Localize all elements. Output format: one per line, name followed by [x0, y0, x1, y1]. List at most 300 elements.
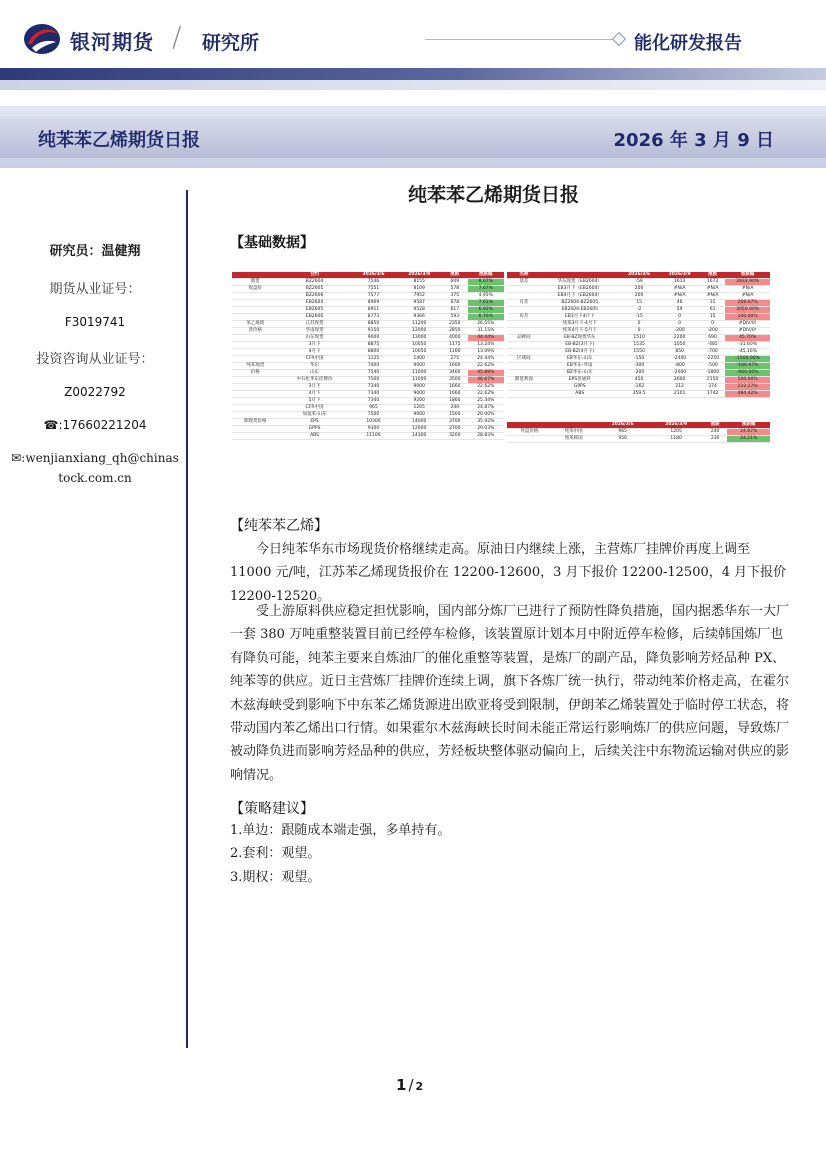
table-cell: 8.07% [468, 279, 504, 286]
table-cell: EB2604 [279, 300, 351, 307]
table-cell [507, 307, 541, 314]
table-cell: 8850 [351, 321, 397, 328]
table-cell [232, 384, 279, 391]
table-cell: 200 [619, 286, 660, 293]
table-row [232, 426, 504, 433]
page-header [0, 0, 826, 90]
table-cell: -45.16% [725, 349, 770, 356]
table-cell: 375 [442, 293, 468, 300]
table-cell: -166.67% [725, 363, 770, 370]
table-cell: 7500 [351, 377, 397, 384]
table-cell: 8155 [396, 279, 442, 286]
table-cell: 45.89% [468, 370, 504, 377]
table-cell: 965 [596, 429, 650, 436]
table-cell: 纯苯4月下-5月下 [541, 328, 619, 335]
table-cell: 7.67% [468, 286, 504, 293]
table-cell: -2000 [659, 370, 700, 377]
table-row [232, 356, 504, 363]
table-cell: 24.21% [727, 436, 770, 443]
column-header: 涨跌 [442, 272, 468, 279]
table-cell: 15 [619, 300, 660, 307]
table-cell [232, 433, 279, 440]
table-cell: -485 [700, 342, 725, 349]
table-cell: -800 [659, 363, 700, 370]
table-cell: EB-BZ(3月下) [541, 342, 619, 349]
table-cell: 1500 [442, 412, 468, 419]
table-cell: 275 [442, 356, 468, 363]
table-cell: 2600 [659, 377, 700, 384]
table-cell: 3460 [442, 370, 468, 377]
table-cell: 8909 [351, 300, 397, 307]
table-cell: -2400 [659, 356, 700, 363]
table-cell: 纯苯韩国 [551, 436, 595, 443]
table-cell: 3050.00% [725, 307, 770, 314]
table-cell: 9300 [351, 426, 397, 433]
table-cell: 纯苯现货 [232, 363, 279, 370]
table-row [507, 286, 770, 293]
table-cell: 1550 [619, 349, 660, 356]
table-cell [507, 370, 541, 377]
table-row [507, 377, 770, 384]
table-cell: 8109 [396, 286, 442, 293]
table-cell: -200 [619, 370, 660, 377]
table-cell: 1672 [700, 279, 725, 286]
table-cell: 24.87% [468, 405, 504, 412]
table-cell: EB华东-华南 [541, 363, 619, 370]
table-cell: 华南现货 [279, 328, 351, 335]
table-cell: BZ2605 [279, 286, 351, 293]
table-row [507, 314, 770, 321]
table-cell: 2101 [659, 391, 700, 398]
table-cell [232, 349, 279, 356]
table-row [507, 300, 770, 307]
table-cell: EB华东-山东 [541, 356, 619, 363]
table-row [232, 314, 504, 321]
table-cell: EB-BZ(4月下) [541, 349, 619, 356]
advisor-license-id: Z0022792 [64, 385, 126, 399]
table-cell: EB2606 [279, 314, 351, 321]
table-cell: 1160 [442, 349, 468, 356]
column-header: 涨跌幅 [725, 272, 770, 279]
table-cell: 2850 [442, 328, 468, 335]
table-cell: 期货利润 [507, 377, 541, 384]
table-row [232, 279, 504, 286]
analyst-email[interactable] [10, 448, 180, 488]
table-cell: 46.67% [468, 377, 504, 384]
email-line-2: tock.com.cn [58, 471, 132, 485]
table-cell: 4000 [442, 335, 468, 342]
table-cell: 1600 [442, 363, 468, 370]
table-cell: 3200 [442, 433, 468, 440]
table-cell: 1180 [649, 436, 703, 443]
page-number [396, 1076, 423, 1094]
table-cell: CFR中国 [279, 356, 351, 363]
table-cell: 240 [442, 405, 468, 412]
table-cell [232, 391, 279, 398]
table-cell: 货价格 [232, 328, 279, 335]
table-cell: 14000 [396, 419, 442, 426]
table-cell: 华东 [279, 363, 351, 370]
table-cell: 1860 [442, 398, 468, 405]
table-cell: 850 [659, 349, 700, 356]
table-cell [232, 426, 279, 433]
table-cell: -500 [700, 363, 725, 370]
table-cell: 加氢苯-山东 [279, 412, 351, 419]
table-row [232, 300, 504, 307]
table-cell: EB3月下4月下 [541, 314, 619, 321]
external-price-table [507, 422, 770, 443]
table-row [507, 335, 770, 342]
table-cell: 11200 [396, 321, 442, 328]
strategy-item-options: 3.期权：观望。 [230, 869, 321, 885]
analyst-name: 研究员：温健翔 [49, 244, 141, 259]
table-row [507, 363, 770, 370]
table-cell: BZ2604-BZ2605 [541, 300, 619, 307]
main-title: 纯苯苯乙烯期货日报 [408, 184, 580, 206]
table-cell: 期货 [232, 279, 279, 286]
table-cell: 7.61% [468, 300, 504, 307]
benzene-heading: 【纯苯苯乙烯】 [230, 518, 328, 534]
table-cell: 22.62% [468, 384, 504, 391]
table-cell [232, 405, 279, 412]
table-cell: 7340 [351, 384, 397, 391]
table-cell: -900.00% [725, 370, 770, 377]
table-cell: EB3月下（EB2604） [541, 286, 619, 293]
table-cell [232, 293, 279, 300]
table-row [232, 293, 504, 300]
table-cell: 45.70% [725, 335, 770, 342]
column-header: 2026/3/9 [659, 272, 700, 279]
table-cell: 7551 [351, 286, 397, 293]
table-cell: 1660 [442, 391, 468, 398]
table-cell: -300 [619, 363, 660, 370]
strategy-list [230, 819, 450, 889]
table-cell: 0 [659, 314, 700, 321]
current-page: 1 [396, 1076, 407, 1094]
table-cell: CFR中国 [279, 405, 351, 412]
table-cell: 484.42% [725, 391, 770, 398]
table-cell: 1535 [619, 342, 660, 349]
table-cell: 22.62% [468, 363, 504, 370]
table-cell: 8773 [351, 314, 397, 321]
table-row [507, 328, 770, 335]
table-row [232, 321, 504, 328]
table-row [232, 377, 504, 384]
table-row [232, 363, 504, 370]
table-row [507, 429, 770, 436]
table-row [232, 419, 504, 426]
table-cell: 1175 [442, 342, 468, 349]
table-cell: 10050 [396, 342, 442, 349]
table-row [507, 384, 770, 391]
table-row [507, 391, 770, 398]
table-cell: #N/A [700, 293, 725, 300]
analyst-phone: ☎:17660221204 [43, 418, 147, 432]
table-cell: EB-BZ现货华东 [541, 335, 619, 342]
table-cell: 212 [659, 384, 700, 391]
table-cell [507, 342, 541, 349]
table-cell: 4.95% [468, 293, 504, 300]
table-cell: 35.92% [468, 419, 504, 426]
table-cell: 7952 [396, 293, 442, 300]
table-cell: -162 [619, 384, 660, 391]
column-header: 涨跌幅 [727, 422, 770, 429]
table-cell: 11000 [396, 370, 442, 377]
table-cell [507, 349, 541, 356]
table-cell: 收盘价 [232, 286, 279, 293]
table-cell: 374 [700, 384, 725, 391]
header-band-light [0, 80, 826, 90]
table-cell: 3月下 [279, 342, 351, 349]
table-cell: -2250 [700, 356, 725, 363]
table-row [507, 293, 770, 300]
futures-license-label: 期货从业证号： [49, 282, 141, 297]
table-cell: EPS [279, 419, 351, 426]
table-cell: 26.55% [468, 321, 504, 328]
header-band [0, 68, 826, 80]
table-cell: 9528 [396, 307, 442, 314]
column-header: 名称 [507, 272, 541, 279]
table-cell: 1660 [442, 384, 468, 391]
table-cell: 价格 [232, 370, 279, 377]
table-cell: 200 [619, 293, 660, 300]
table-cell: 15 [700, 314, 725, 321]
column-header: 涨跌幅 [468, 272, 504, 279]
table-cell [507, 328, 541, 335]
table-cell: -59 [619, 279, 660, 286]
table-cell: -2 [619, 307, 660, 314]
table-row [507, 279, 770, 286]
analyst-sidebar [10, 240, 180, 488]
table-cell: 山东现货 [279, 335, 351, 342]
table-cell [507, 384, 541, 391]
table-cell: GPPS [279, 426, 351, 433]
table-cell: 2833.90% [725, 279, 770, 286]
column-header: 2026/3/6 [619, 272, 660, 279]
table-cell: 13.24% [468, 342, 504, 349]
table-cell: 578 [442, 286, 468, 293]
table-cell: -700 [700, 349, 725, 356]
table-row [507, 321, 770, 328]
table-cell: -31.60% [725, 342, 770, 349]
table-cell: 25.34% [468, 398, 504, 405]
table-cell: 61 [700, 307, 725, 314]
table-cell: 2700 [442, 426, 468, 433]
table-cell: 3500 [442, 377, 468, 384]
table-cell: 24.87% [727, 429, 770, 436]
table-row [507, 342, 770, 349]
table-row [232, 349, 504, 356]
table-cell [232, 398, 279, 405]
table-cell: 4月下 [279, 391, 351, 398]
table-cell: 6.76% [468, 314, 504, 321]
table-row [232, 391, 504, 398]
table-row [232, 328, 504, 335]
table-cell: 2150 [700, 377, 725, 384]
table-cell [232, 377, 279, 384]
table-cell: 0 [659, 321, 700, 328]
table-row [507, 307, 770, 314]
department-name: 研究所 [202, 32, 260, 54]
header-divider: / [172, 20, 182, 53]
table-cell [232, 314, 279, 321]
table-cell: 9000 [351, 335, 397, 342]
report-title: 纯苯苯乙烯期货日报 [38, 130, 200, 151]
table-cell: 10300 [351, 419, 397, 426]
table-cell: -15 [619, 314, 660, 321]
table-cell: 3700 [442, 419, 468, 426]
table-cell: 10050 [396, 349, 442, 356]
report-date: 2026 年 3 月 9 日 [613, 130, 774, 151]
table-cell: 29.03% [468, 426, 504, 433]
table-row [232, 433, 504, 440]
table-row [232, 307, 504, 314]
table-cell: 617 [442, 307, 468, 314]
table-cell: 价差 [507, 314, 541, 321]
table-cell: EB2605 [279, 307, 351, 314]
table-cell: 苯乙烯现 [232, 321, 279, 328]
table-cell [507, 363, 541, 370]
table-row [507, 436, 770, 443]
table-cell: 20.00% [468, 412, 504, 419]
table-cell: 纯苯中国 [551, 429, 595, 436]
table-cell: -1500.00% [725, 356, 770, 363]
table-cell: 965 [351, 405, 397, 412]
table-cell: 609 [442, 279, 468, 286]
table-cell [507, 286, 541, 293]
column-header: 2026/3/9 [649, 422, 703, 429]
table-cell: 59 [659, 307, 700, 314]
table-cell: 山东 [279, 370, 351, 377]
table-cell: 外盘价格 [507, 429, 551, 436]
total-pages: 2 [415, 1080, 424, 1093]
table-cell: 450 [619, 377, 660, 384]
galaxy-logo-icon [22, 22, 62, 56]
table-cell: 9150 [351, 328, 397, 335]
table-cell: 期现货价格 [232, 419, 279, 426]
table-cell: -200 [700, 328, 725, 335]
table-cell: 7340 [351, 391, 397, 398]
table-cell: EB2604-EB2605 [541, 307, 619, 314]
table-cell [232, 307, 279, 314]
table-cell: 纯苯3月下-4月下 [541, 321, 619, 328]
table-cell: 22.62% [468, 391, 504, 398]
table-cell: 593 [442, 314, 468, 321]
table-cell: 206.67% [725, 300, 770, 307]
table-cell [232, 356, 279, 363]
table-cell: 江苏现货 [279, 321, 351, 328]
table-cell: 13.09% [468, 349, 504, 356]
table-cell: 11000 [396, 377, 442, 384]
table-cell: #N/A [659, 286, 700, 293]
table-cell: 24.44% [468, 356, 504, 363]
table-cell [507, 391, 541, 398]
table-cell: -200 [659, 328, 700, 335]
table-cell: 6.92% [468, 307, 504, 314]
table-cell: 1050 [659, 342, 700, 349]
table-cell: 678 [442, 300, 468, 307]
table-cell: 1125 [351, 356, 397, 363]
page-separator: / [408, 1076, 414, 1094]
table-cell: 9366 [396, 314, 442, 321]
table-cell: 7577 [351, 293, 397, 300]
table-row [232, 412, 504, 419]
table-cell: 950 [596, 436, 650, 443]
column-header: 涨跌 [703, 422, 727, 429]
table-cell: 1400 [396, 356, 442, 363]
table-cell: 11100 [351, 433, 397, 440]
table-cell: 月差 [507, 300, 541, 307]
table-row [232, 405, 504, 412]
table-cell: ABS [279, 433, 351, 440]
table-cell: 1205 [649, 429, 703, 436]
table-cell: 28.83% [468, 433, 504, 440]
table-cell: 2350 [442, 321, 468, 328]
strategy-item-single: 1.单边：跟随成本端走强，多单持有。 [230, 823, 451, 838]
table-cell: BZ2606 [279, 293, 351, 300]
table-cell: 500.00% [725, 377, 770, 384]
table-row [232, 286, 504, 293]
table-cell: 240 [703, 429, 727, 436]
table-cell [232, 412, 279, 419]
table-cell: 9587 [396, 300, 442, 307]
table-cell: GPPS [541, 384, 619, 391]
table-row [507, 349, 770, 356]
table-cell: 1742 [700, 391, 725, 398]
table-cell: 14300 [396, 433, 442, 440]
table-cell: #DIV/0! [725, 328, 770, 335]
table-cell: 100.00% [725, 314, 770, 321]
table-cell: 0 [700, 321, 725, 328]
table-row [232, 384, 504, 391]
table-cell: 9000 [396, 391, 442, 398]
table-cell: 0 [619, 321, 660, 328]
table-cell: #N/A [725, 286, 770, 293]
brand-name: 银河期货 [70, 30, 154, 54]
table-cell: 8875 [351, 342, 397, 349]
table-cell: 31.15% [468, 328, 504, 335]
table-cell: 8800 [351, 349, 397, 356]
email-line-1: ✉:wenjianxiang_qh@chinas [11, 451, 179, 465]
column-header: 合约 [279, 272, 351, 279]
table-cell: 9000 [396, 412, 442, 419]
sidebar-divider [186, 190, 188, 1048]
basic-data-heading: 【基础数据】 [230, 235, 314, 251]
table-cell [507, 293, 541, 300]
table-cell: 5月下 [279, 398, 351, 405]
table-cell: 1510 [619, 335, 660, 342]
table-cell: 品种间 [507, 335, 541, 342]
table-cell: 31 [700, 300, 725, 307]
table-cell: 7546 [351, 279, 397, 286]
table-cell: 3月下 [279, 384, 351, 391]
price-table-left [232, 272, 504, 440]
table-cell: -150 [619, 356, 660, 363]
table-row [232, 370, 504, 377]
table-cell: 1613 [659, 279, 700, 286]
basic-data-tables [232, 272, 770, 476]
table-cell: 中石化华东挂牌价 [279, 377, 351, 384]
column-header: 2026/3/6 [351, 272, 397, 279]
table-cell: #N/A [725, 293, 770, 300]
report-type: 能化研发报告 [634, 33, 742, 54]
table-cell: 12000 [396, 328, 442, 335]
table-cell: 9000 [396, 384, 442, 391]
table-cell: 7540 [351, 370, 397, 377]
futures-license-id: F3019741 [64, 315, 126, 329]
table-cell: 4月下 [279, 349, 351, 356]
advisor-license-label: 投资咨询从业证号： [36, 352, 154, 367]
